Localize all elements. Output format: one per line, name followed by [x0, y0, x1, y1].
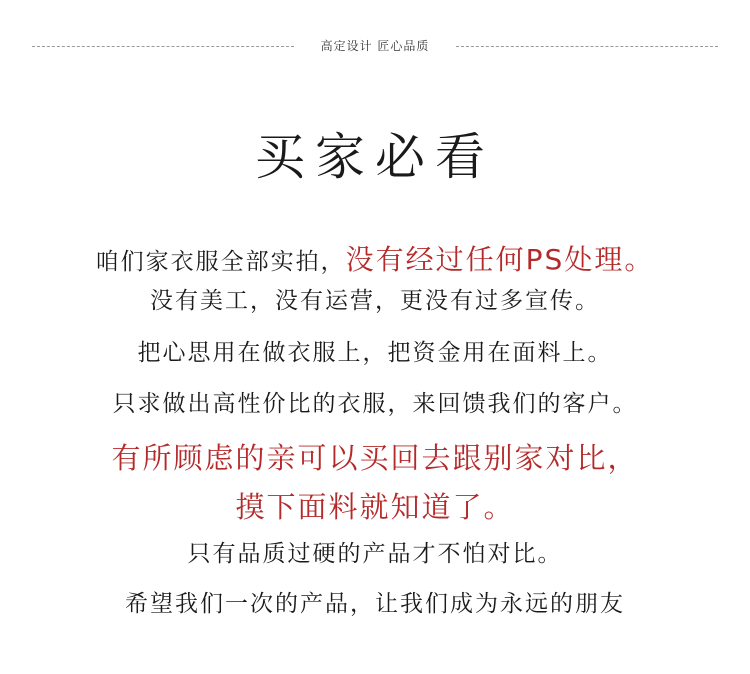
notice-line-8: 希望我们一次的产品，让我们成为永远的朋友	[125, 591, 625, 617]
notice-line-1-dark: 咱们家衣服全部实拍，	[95, 249, 346, 275]
notice-line-5: 有所顾虑的亲可以买回去跟别家对比，	[111, 441, 639, 475]
dashed-rule-right	[456, 46, 718, 47]
notice-line-2: 没有美工，没有运营，更没有过多宣传。	[150, 288, 600, 314]
notice-line-1	[0, 240, 750, 280]
notice-line-6: 摸下面料就知道了。	[235, 490, 515, 524]
notice-line-4: 只求做出高性价比的衣服，来回馈我们的客户。	[112, 391, 638, 417]
notice-line-3: 把心思用在做衣服上，把资金用在面料上。	[137, 340, 613, 366]
header-divider	[32, 38, 718, 54]
header-tagline: 高定设计 匠心品质	[320, 39, 430, 53]
page-title: 买家必看	[255, 128, 495, 186]
notice-line-1-red: 没有经过任何PS处理。	[345, 243, 655, 276]
notice-line-7: 只有品质过硬的产品才不怕对比。	[187, 541, 563, 567]
